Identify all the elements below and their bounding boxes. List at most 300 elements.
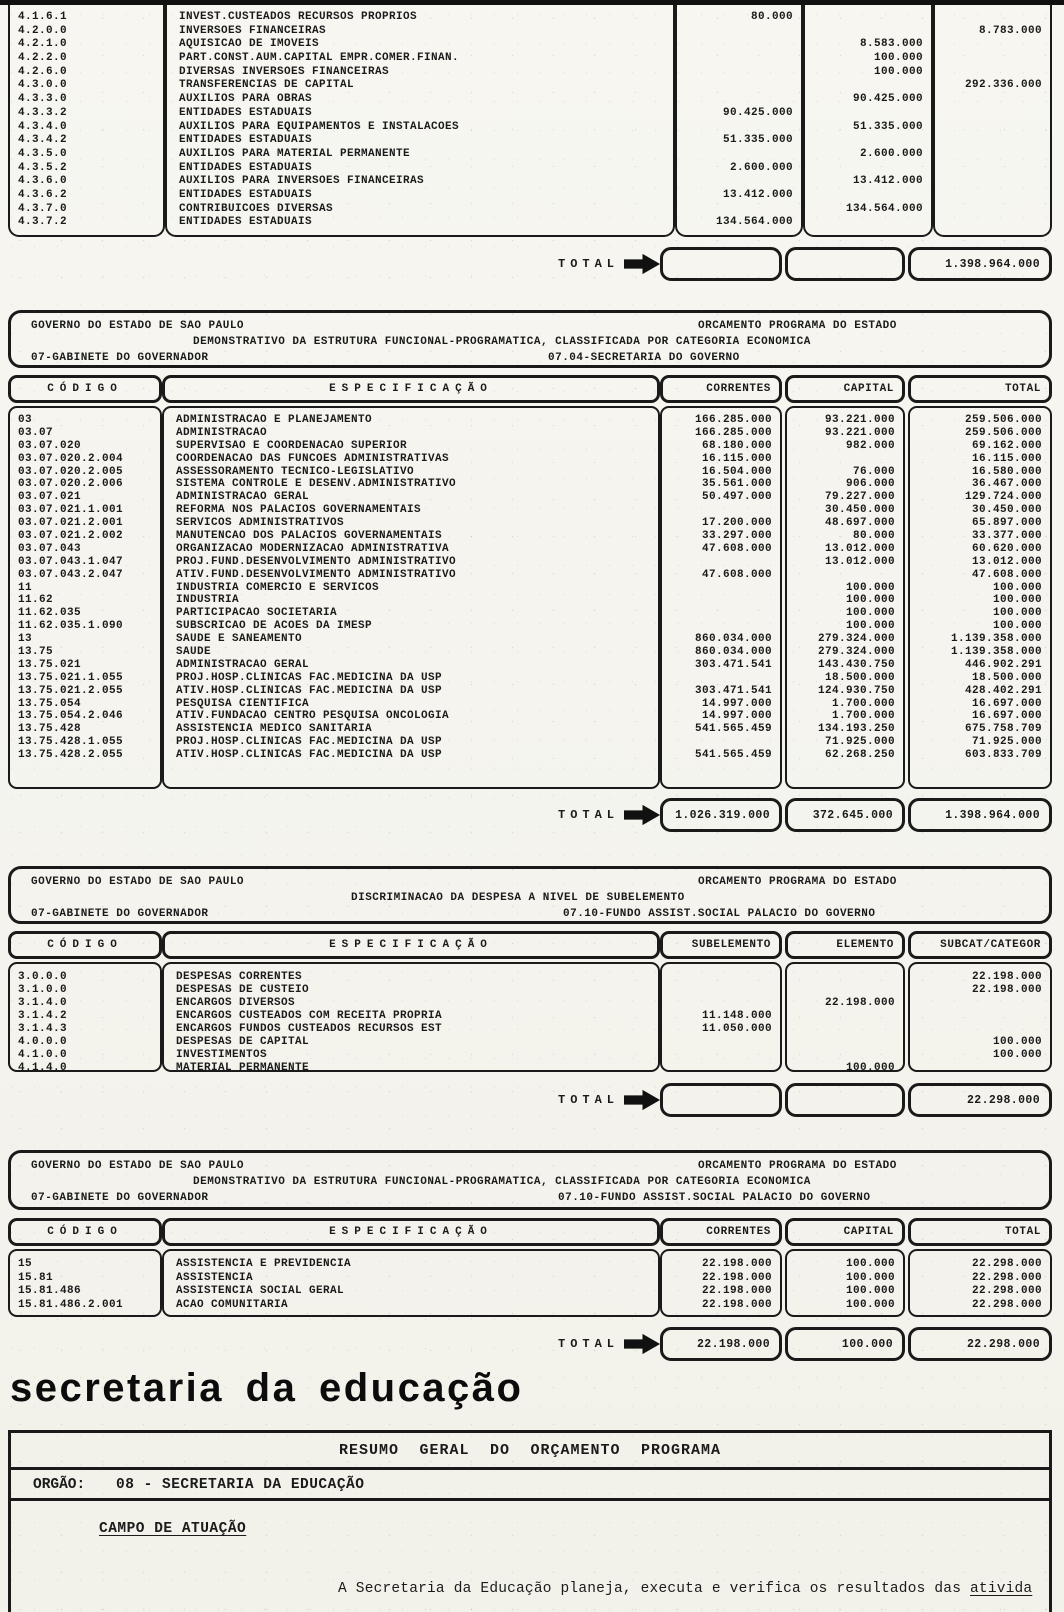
doc-name: ORCAMENTO PROGRAMA DO ESTADO bbox=[698, 1160, 897, 1172]
cell-c3: 675.758.709 bbox=[964, 723, 1042, 736]
cell-c3: 22.198.000 bbox=[971, 971, 1042, 983]
cell-c2 bbox=[805, 107, 931, 121]
column-especificacao bbox=[165, 5, 675, 237]
cell-c3: 446.902.291 bbox=[964, 658, 1042, 671]
cell-spec: ADMINISTRACAO GERAL bbox=[176, 491, 310, 504]
cell-code: 11.62 bbox=[18, 594, 54, 607]
section-subtitle: DISCRIMINACAO DA DESPESA A NIVEL DE SUBELEMENTO bbox=[351, 892, 685, 904]
cell-c2 bbox=[805, 79, 931, 93]
cell-c2: 13.012.000 bbox=[824, 542, 895, 555]
cell-c3: 22.298.000 bbox=[971, 1258, 1042, 1270]
cell-c1 bbox=[662, 504, 780, 517]
cell-c1: 860.034.000 bbox=[694, 646, 772, 659]
cell-spec: SISTEMA CONTROLE E DESENV.ADMINISTRATIVO bbox=[176, 478, 457, 491]
column-especificacao bbox=[162, 1249, 660, 1317]
cell-code: 4.2.6.0 bbox=[18, 65, 68, 78]
cell-spec: AUXILIOS PARA EQUIPAMENTOS E INSTALACOES bbox=[179, 120, 460, 133]
cell-c1: 68.180.000 bbox=[701, 439, 772, 452]
org-name: GOVERNO DO ESTADO DE SAO PAULO bbox=[31, 1160, 245, 1172]
table-0710-func-header bbox=[8, 1218, 1052, 1246]
cell-c2: 22.198.000 bbox=[824, 997, 895, 1009]
cell-c2: 134.564.000 bbox=[845, 202, 923, 215]
header-elemento: ELEMENTO bbox=[785, 931, 905, 959]
cell-spec: PART.CONST.AUM.CAPITAL EMPR.COMER.FINAN. bbox=[179, 52, 460, 65]
table-0710-sub-header bbox=[8, 931, 1052, 959]
cell-c1: 22.198.000 bbox=[701, 1258, 772, 1270]
cell-code: 13.75.021 bbox=[18, 658, 82, 671]
cell-c1: 33.297.000 bbox=[701, 530, 772, 543]
table-0704-header bbox=[8, 375, 1052, 403]
cell-c3 bbox=[935, 162, 1050, 176]
total-arrow-icon bbox=[624, 1332, 661, 1356]
dept-left: 07-GABINETE DO GOVERNADOR bbox=[31, 908, 209, 920]
total-box-capital: 100.000 bbox=[785, 1327, 905, 1361]
cell-code: 15 bbox=[18, 1258, 33, 1270]
cell-c2: 80.000 bbox=[852, 530, 895, 543]
cell-c2 bbox=[787, 569, 903, 582]
cell-c1: 90.425.000 bbox=[722, 106, 793, 119]
table-0710-func-body bbox=[8, 1249, 1052, 1317]
cell-code: 11.62.035.1.090 bbox=[18, 620, 124, 633]
cell-c3: 603.833.709 bbox=[964, 749, 1042, 762]
cell-c1 bbox=[662, 582, 780, 595]
cell-c3: 100.000 bbox=[992, 1036, 1042, 1048]
cell-c2: 100.000 bbox=[845, 1298, 895, 1311]
cell-spec: ENTIDADES ESTADUAIS bbox=[179, 134, 313, 147]
cell-code: 4.1.6.1 bbox=[18, 11, 68, 23]
header-especificacao: ESPECIFICAÇÃO bbox=[162, 1218, 660, 1246]
cell-spec: ASSESSORAMENTO TECNICO-LEGISLATIVO bbox=[176, 465, 415, 478]
cell-spec: AUXILIOS PARA OBRAS bbox=[179, 93, 313, 106]
cell-c2 bbox=[787, 1036, 903, 1049]
cell-c3 bbox=[935, 11, 1050, 25]
cell-c3 bbox=[935, 175, 1050, 189]
dept-right: 07.04-SECRETARIA DO GOVERNO bbox=[548, 352, 740, 364]
cell-c2: 1.700.000 bbox=[831, 710, 895, 723]
column-total bbox=[908, 406, 1052, 789]
cell-c1: 80.000 bbox=[750, 11, 793, 23]
cell-code: 4.3.7.0 bbox=[18, 202, 68, 215]
cell-spec: SAUDE E SANEAMENTO bbox=[176, 633, 303, 646]
cell-c1: 541.565.459 bbox=[694, 749, 772, 762]
cell-c2: 90.425.000 bbox=[852, 93, 923, 106]
cell-c1: 14.997.000 bbox=[701, 697, 772, 710]
cell-code: 03.07.021.2.001 bbox=[18, 517, 124, 530]
column-subcat-categ bbox=[933, 5, 1052, 237]
total-arrow-icon bbox=[624, 252, 661, 276]
cell-c3 bbox=[935, 107, 1050, 121]
cell-c2: 51.335.000 bbox=[852, 120, 923, 133]
total-box-capital: 372.645.000 bbox=[785, 798, 905, 832]
dept-right: 07.10-FUNDO ASSIST.SOCIAL PALACIO DO GOVERNO bbox=[563, 908, 876, 920]
cell-c3: 1.139.358.000 bbox=[950, 646, 1042, 659]
cell-code: 15.81 bbox=[18, 1271, 54, 1284]
table-0710-sub-body bbox=[8, 962, 1052, 1072]
cell-spec: ENTIDADES ESTADUAIS bbox=[179, 161, 313, 174]
cell-spec: ADMINISTRACAO GERAL bbox=[176, 658, 310, 671]
column-codigo bbox=[8, 406, 162, 789]
cell-spec: MATERIAL PERMANENTE bbox=[176, 1062, 310, 1072]
cell-spec: ASSISTENCIA E PREVIDENCIA bbox=[176, 1258, 352, 1270]
cell-c2: 124.930.750 bbox=[817, 684, 895, 697]
cell-code: 13.75.054 bbox=[18, 697, 82, 710]
cell-code: 13 bbox=[18, 633, 33, 646]
cell-c2: 13.412.000 bbox=[852, 175, 923, 188]
cell-c1 bbox=[677, 148, 801, 162]
paragraph-continuation-word: ativida bbox=[970, 1581, 1033, 1597]
cell-c2: 76.000 bbox=[852, 465, 895, 478]
section-title-educacao: secretaria da educação bbox=[10, 1366, 524, 1410]
cell-spec: ENTIDADES ESTADUAIS bbox=[179, 188, 313, 201]
cell-spec: ORGANIZACAO MODERNIZACAO ADMINISTRATIVA bbox=[176, 542, 450, 555]
cell-spec: COORDENACAO DAS FUNCOES ADMINISTRATIVAS bbox=[176, 452, 450, 465]
column-especificacao bbox=[162, 406, 660, 789]
total-row-0704 bbox=[8, 798, 1052, 832]
cell-spec: SAUDE bbox=[176, 646, 212, 659]
cell-spec: ATIV.HOSP.CLINICAS FAC.MEDICINA DA USP bbox=[176, 749, 443, 762]
cell-c1 bbox=[662, 620, 780, 633]
cell-code: 03.07.020 bbox=[18, 439, 82, 452]
cell-code: 3.1.4.3 bbox=[18, 1023, 68, 1035]
resumo-title: RESUMO GERAL DO ORÇAMENTO PROGRAMA bbox=[11, 1433, 1049, 1470]
cell-c1: 541.565.459 bbox=[694, 723, 772, 736]
cell-c3: 428.402.291 bbox=[964, 684, 1042, 697]
column-codigo bbox=[8, 5, 165, 237]
cell-code: 13.75.428 bbox=[18, 723, 82, 736]
cell-c3: 100.000 bbox=[992, 607, 1042, 620]
column-capital bbox=[785, 406, 905, 789]
orgao-value: 08 - SECRETARIA DA EDUCAÇÃO bbox=[116, 1477, 365, 1493]
table-continuation-body bbox=[8, 5, 1052, 237]
cell-c1 bbox=[662, 1036, 780, 1049]
cell-c1: 47.608.000 bbox=[701, 542, 772, 555]
cell-code: 4.1.0.0 bbox=[18, 1049, 68, 1061]
cell-c1: 22.198.000 bbox=[701, 1271, 772, 1284]
cell-c2: 8.583.000 bbox=[859, 38, 923, 51]
cell-spec: SUBSCRICAO DE ACOES DA IMESP bbox=[176, 620, 373, 633]
paragraph-text: A Secretaria da Educação planeja, executa e verifica os resultados das bbox=[338, 1581, 971, 1597]
cell-c2: 2.600.000 bbox=[859, 147, 923, 160]
cell-c1 bbox=[662, 1049, 780, 1062]
cell-c3: 100.000 bbox=[992, 620, 1042, 633]
cell-c2 bbox=[787, 1049, 903, 1062]
header-correntes: CORRENTES bbox=[660, 1218, 782, 1246]
cell-c1 bbox=[662, 594, 780, 607]
cell-code: 4.3.3.0 bbox=[18, 93, 68, 106]
cell-spec: PESQUISA CIENTIFICA bbox=[176, 697, 310, 710]
cell-c2: 100.000 bbox=[845, 1271, 895, 1284]
cell-c3: 22.198.000 bbox=[971, 984, 1042, 996]
cell-code: 4.3.6.2 bbox=[18, 188, 68, 201]
header-correntes: CORRENTES bbox=[660, 375, 782, 403]
cell-code: 11 bbox=[18, 581, 33, 594]
cell-c2: 279.324.000 bbox=[817, 633, 895, 646]
cell-spec: PROJ.HOSP.CLINICAS FAC.MEDICINA DA USP bbox=[176, 671, 443, 684]
cell-c3 bbox=[910, 1010, 1050, 1023]
total-label: TOTAL bbox=[558, 1337, 620, 1351]
cell-c2: 134.193.250 bbox=[817, 723, 895, 736]
cell-spec: ATIV.FUND.DESENVOLVIMENTO ADMINISTRATIVO bbox=[176, 568, 457, 581]
orgao-row bbox=[11, 1470, 1049, 1501]
cell-code: 4.3.4.2 bbox=[18, 134, 68, 147]
cell-spec: PROJ.FUND.DESENVOLVIMENTO ADMINISTRATIVO bbox=[176, 555, 457, 568]
cell-c3: 8.783.000 bbox=[978, 24, 1042, 37]
cell-c1 bbox=[677, 93, 801, 107]
cell-c2: 1.700.000 bbox=[831, 697, 895, 710]
cell-c3 bbox=[935, 216, 1050, 230]
section-header-0710-sub bbox=[8, 866, 1052, 924]
total-box-correntes: 22.198.000 bbox=[660, 1327, 782, 1361]
header-codigo: CÓDIGO bbox=[8, 375, 162, 403]
cell-code: 4.2.2.0 bbox=[18, 52, 68, 65]
cell-c2: 279.324.000 bbox=[817, 646, 895, 659]
total-label: TOTAL bbox=[558, 1093, 620, 1107]
cell-code: 11.62.035 bbox=[18, 607, 82, 620]
cell-spec: ENTIDADES ESTADUAIS bbox=[179, 106, 313, 119]
cell-c2 bbox=[805, 25, 931, 39]
cell-c2 bbox=[805, 11, 931, 25]
total-arrow-icon bbox=[624, 1088, 661, 1112]
cell-c1: 16.504.000 bbox=[701, 465, 772, 478]
cell-c3: 16.115.000 bbox=[971, 452, 1042, 465]
cell-spec: CONTRIBUICOES DIVERSAS bbox=[179, 202, 334, 215]
cell-c3 bbox=[935, 148, 1050, 162]
column-especificacao bbox=[162, 962, 660, 1072]
cell-code: 4.2.1.0 bbox=[18, 38, 68, 51]
cell-spec: PROJ.HOSP.CLINICAS FAC.MEDICINA DA USP bbox=[176, 736, 443, 749]
cell-c1 bbox=[662, 672, 780, 685]
cell-spec: INVEST.CUSTEADOS RECURSOS PROPRIOS bbox=[179, 11, 418, 23]
cell-code: 15.81.486.2.001 bbox=[18, 1298, 124, 1311]
cell-code: 4.3.4.0 bbox=[18, 120, 68, 133]
table-0704-body bbox=[8, 406, 1052, 789]
cell-c3: 16.580.000 bbox=[971, 465, 1042, 478]
cell-code: 13.75.021.2.055 bbox=[18, 684, 124, 697]
doc-name: ORCAMENTO PROGRAMA DO ESTADO bbox=[698, 876, 897, 888]
cell-c2: 93.221.000 bbox=[824, 426, 895, 439]
cell-c3: 47.608.000 bbox=[971, 568, 1042, 581]
cell-spec: ENTIDADES ESTADUAIS bbox=[179, 216, 313, 229]
cell-code: 03.07.021.1.001 bbox=[18, 504, 124, 517]
cell-spec: ADMINISTRACAO bbox=[176, 426, 268, 439]
cell-spec: ACAO COMUNITARIA bbox=[176, 1298, 289, 1311]
header-total: TOTAL bbox=[908, 1218, 1052, 1246]
total-row-0710-func bbox=[8, 1327, 1052, 1361]
cell-code: 4.3.5.2 bbox=[18, 161, 68, 174]
resumo-geral-box bbox=[8, 1430, 1052, 1612]
cell-spec: AQUISICAO DE IMOVEIS bbox=[179, 38, 320, 51]
cell-c2: 100.000 bbox=[845, 607, 895, 620]
cell-code: 03.07.043 bbox=[18, 542, 82, 555]
cell-c1: 134.564.000 bbox=[715, 216, 793, 229]
cell-c3: 100.000 bbox=[992, 581, 1042, 594]
cell-c3: 16.697.000 bbox=[971, 710, 1042, 723]
cell-spec: SUPERVISAO E COORDENACAO SUPERIOR bbox=[176, 439, 408, 452]
header-capital: CAPITAL bbox=[785, 1218, 905, 1246]
cell-c3: 65.897.000 bbox=[971, 517, 1042, 530]
cell-code: 4.3.6.0 bbox=[18, 175, 68, 188]
cell-c3: 100.000 bbox=[992, 594, 1042, 607]
cell-c3 bbox=[910, 1062, 1050, 1072]
cell-c3 bbox=[935, 189, 1050, 203]
cell-spec: REFORMA NOS PALACIOS GOVERNAMENTAIS bbox=[176, 504, 422, 517]
cell-c3 bbox=[935, 66, 1050, 80]
cell-c3: 292.336.000 bbox=[964, 79, 1042, 92]
cell-c3 bbox=[910, 1023, 1050, 1036]
cell-spec: MANUTENCAO DOS PALACIOS GOVERNAMENTAIS bbox=[176, 530, 443, 543]
total-box-total: 22.298.000 bbox=[908, 1327, 1052, 1361]
cell-c3 bbox=[935, 203, 1050, 217]
cell-c2: 62.268.250 bbox=[824, 749, 895, 762]
cell-c2: 48.697.000 bbox=[824, 517, 895, 530]
cell-c3: 30.450.000 bbox=[971, 504, 1042, 517]
cell-c3 bbox=[910, 997, 1050, 1010]
cell-c3 bbox=[935, 121, 1050, 135]
cell-c1 bbox=[677, 38, 801, 52]
cell-code: 03.07.043.2.047 bbox=[18, 568, 124, 581]
dept-left: 07-GABINETE DO GOVERNADOR bbox=[31, 352, 209, 364]
cell-c3: 129.724.000 bbox=[964, 491, 1042, 504]
cell-c2: 100.000 bbox=[873, 52, 923, 65]
cell-c2: 71.925.000 bbox=[824, 736, 895, 749]
cell-spec: INDUSTRIA bbox=[176, 594, 240, 607]
total-box-elemento bbox=[785, 247, 905, 281]
cell-c3 bbox=[935, 93, 1050, 107]
total-row-continuation bbox=[8, 247, 1052, 281]
cell-c3: 259.506.000 bbox=[964, 426, 1042, 439]
cell-c1: 303.471.541 bbox=[694, 684, 772, 697]
cell-code: 03.07.043.1.047 bbox=[18, 555, 124, 568]
cell-c2: 18.500.000 bbox=[824, 671, 895, 684]
cell-c1: 860.034.000 bbox=[694, 633, 772, 646]
org-name: GOVERNO DO ESTADO DE SAO PAULO bbox=[31, 876, 245, 888]
cell-c3: 259.506.000 bbox=[964, 414, 1042, 426]
header-especificacao: ESPECIFICAÇÃO bbox=[162, 931, 660, 959]
cell-c1 bbox=[677, 66, 801, 80]
cell-c1 bbox=[662, 1062, 780, 1072]
cell-c2: 100.000 bbox=[845, 594, 895, 607]
cell-c2: 100.000 bbox=[845, 581, 895, 594]
cell-code: 4.3.3.2 bbox=[18, 106, 68, 119]
cell-c1: 35.561.000 bbox=[701, 478, 772, 491]
total-row-0710-sub bbox=[8, 1083, 1052, 1117]
header-especificacao: ESPECIFICAÇÃO bbox=[162, 375, 660, 403]
column-subelemento bbox=[660, 962, 782, 1072]
cell-c1 bbox=[677, 25, 801, 39]
cell-code: 03.07 bbox=[18, 426, 54, 439]
cell-c1 bbox=[677, 79, 801, 93]
cell-spec: ATIV.HOSP.CLINICAS FAC.MEDICINA DA USP bbox=[176, 684, 443, 697]
cell-c3: 60.620.000 bbox=[971, 542, 1042, 555]
cell-c2: 93.221.000 bbox=[824, 414, 895, 426]
cell-c2 bbox=[805, 189, 931, 203]
cell-c3: 1.139.358.000 bbox=[950, 633, 1042, 646]
cell-c2: 100.000 bbox=[845, 1062, 895, 1072]
cell-c2: 13.012.000 bbox=[824, 555, 895, 568]
cell-spec: INDUSTRIA COMERCIO E SERVICOS bbox=[176, 581, 380, 594]
cell-code: 03.07.020.2.005 bbox=[18, 465, 124, 478]
cell-c2 bbox=[787, 971, 903, 984]
campo-paragraph bbox=[338, 1581, 1032, 1597]
column-total bbox=[908, 1249, 1052, 1317]
cell-spec: PARTICIPACAO SOCIETARIA bbox=[176, 607, 338, 620]
cell-spec: SERVICOS ADMINISTRATIVOS bbox=[176, 517, 345, 530]
cell-c3: 36.467.000 bbox=[971, 478, 1042, 491]
cell-spec: ENCARGOS CUSTEADOS COM RECEITA PROPRIA bbox=[176, 1010, 443, 1022]
cell-c1 bbox=[677, 52, 801, 66]
header-total: TOTAL bbox=[908, 375, 1052, 403]
cell-spec: ASSISTENCIA bbox=[176, 1271, 254, 1284]
cell-c1: 51.335.000 bbox=[722, 134, 793, 147]
cell-spec: DESPESAS DE CAPITAL bbox=[176, 1036, 310, 1048]
cell-c1 bbox=[662, 736, 780, 749]
header-codigo: CÓDIGO bbox=[8, 1218, 162, 1246]
section-header-0704 bbox=[8, 310, 1052, 368]
cell-code: 13.75.428.2.055 bbox=[18, 749, 124, 762]
cell-c1: 166.285.000 bbox=[694, 426, 772, 439]
cell-c2 bbox=[787, 453, 903, 466]
cell-code: 03.07.021 bbox=[18, 491, 82, 504]
cell-c1 bbox=[677, 175, 801, 189]
total-box-subcat: 1.398.964.000 bbox=[908, 247, 1052, 281]
cell-code: 03.07.020.2.006 bbox=[18, 478, 124, 491]
cell-code: 03.07.020.2.004 bbox=[18, 452, 124, 465]
cell-code: 13.75 bbox=[18, 646, 54, 659]
cell-c2: 100.000 bbox=[845, 620, 895, 633]
header-codigo: CÓDIGO bbox=[8, 931, 162, 959]
cell-code: 4.3.5.0 bbox=[18, 147, 68, 160]
cell-c3: 100.000 bbox=[992, 1049, 1042, 1061]
total-box-elemento bbox=[785, 1083, 905, 1117]
cell-c3 bbox=[935, 52, 1050, 66]
doc-name: ORCAMENTO PROGRAMA DO ESTADO bbox=[698, 320, 897, 332]
cell-c1: 2.600.000 bbox=[729, 161, 793, 174]
cell-code: 03.07.021.2.002 bbox=[18, 530, 124, 543]
cell-code: 03 bbox=[18, 414, 33, 426]
cell-code: 13.75.054.2.046 bbox=[18, 710, 124, 723]
cell-c3: 33.377.000 bbox=[971, 530, 1042, 543]
cell-c1 bbox=[677, 203, 801, 217]
cell-c2 bbox=[805, 134, 931, 148]
column-codigo bbox=[8, 962, 162, 1072]
cell-c3: 22.298.000 bbox=[971, 1271, 1042, 1284]
cell-code: 4.3.7.2 bbox=[18, 216, 68, 229]
orgao-label: ORGÃO: bbox=[33, 1477, 86, 1493]
cell-c1: 22.198.000 bbox=[701, 1298, 772, 1311]
cell-c1 bbox=[677, 121, 801, 135]
cell-c2 bbox=[787, 1010, 903, 1023]
dept-left: 07-GABINETE DO GOVERNADOR bbox=[31, 1192, 209, 1204]
column-correntes bbox=[660, 1249, 782, 1317]
cell-c1 bbox=[662, 607, 780, 620]
cell-c3: 18.500.000 bbox=[971, 671, 1042, 684]
cell-code: 4.2.0.0 bbox=[18, 24, 68, 37]
total-box-subelemento bbox=[660, 1083, 782, 1117]
cell-c1 bbox=[662, 556, 780, 569]
cell-c3: 71.925.000 bbox=[971, 736, 1042, 749]
cell-c2: 100.000 bbox=[845, 1258, 895, 1270]
cell-c1: 14.997.000 bbox=[701, 710, 772, 723]
cell-code: 3.1.0.0 bbox=[18, 984, 68, 996]
cell-spec: TRANSFERENCIAS DE CAPITAL bbox=[179, 79, 355, 92]
cell-c3: 22.298.000 bbox=[971, 1298, 1042, 1311]
cell-c2 bbox=[805, 162, 931, 176]
total-box-subelemento bbox=[660, 247, 782, 281]
column-capital bbox=[785, 1249, 905, 1317]
cell-c3: 16.697.000 bbox=[971, 697, 1042, 710]
cell-code: 3.1.4.2 bbox=[18, 1010, 68, 1022]
total-label: TOTAL bbox=[558, 808, 620, 822]
